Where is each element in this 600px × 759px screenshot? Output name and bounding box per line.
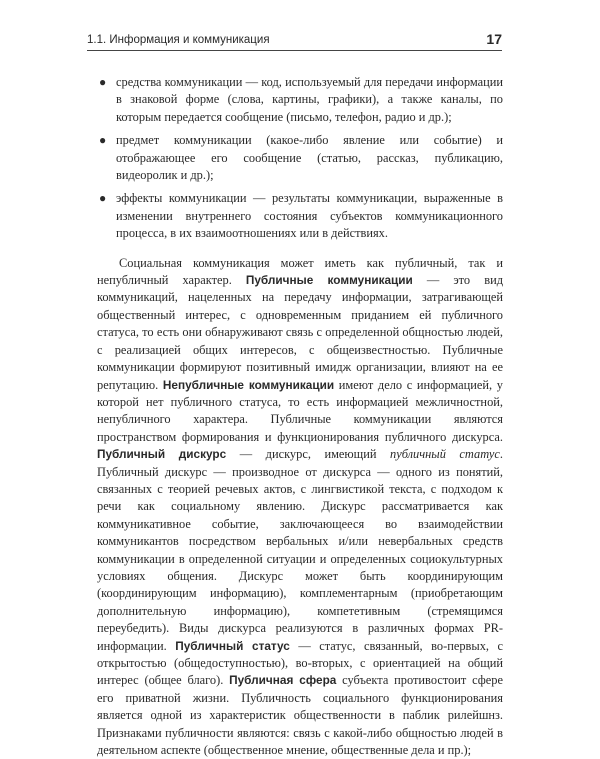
text-segment: — дискурс, имеющий [226, 447, 391, 462]
bullet-icon: ● [99, 133, 107, 148]
text-segment: . Публичный дискурс — производное от дискурса — одного из понятий, связанных с теорией речевых актов, с лингвистикой текста, с подходом к речи как социальному явлению. Дискурс рассматривается как коммуникативное событие, заключающееся во взаимодействии коммуникантов посредством вербальных и/или невербальных средств коммуникации в определенной ситуации и определенных социокультурных условиях общения. Дискурс может быть координирующим (координирующим информацию), комплементарным (приобретающим дополнительную информацию), компететивным (стремящимся переубедить). Виды дискурса реализуются в различных формах PR-информации. [97, 447, 503, 653]
page-number: 17 [486, 31, 502, 47]
text-segment: — это вид коммуникаций, нацеленных на передачу информации, затрагивающей общественный интерес, с одновременным приданием ей публичного статуса, то есть они обнаруживают связь с определенной общностью людей, с реализацией общих интересов, с общеизвестностью. Публичные коммуникации формируют позитивный имидж организации, влияют на ее репутацию. [97, 273, 503, 392]
term-public-sphere: Публичная сфера [229, 673, 337, 688]
running-title: 1.1. Информация и коммуникация [87, 34, 270, 46]
paragraph [97, 255, 503, 759]
bullet-list [97, 74, 503, 243]
bullet-icon: ● [99, 75, 107, 89]
body-text [97, 74, 503, 759]
bullet-icon: ● [99, 191, 107, 206]
text-segment: — статус, связанный, во-первых, с открытостью (общедоступностью), во-вторых, с ориентацией на общий интерес (общее благо). [97, 638, 503, 688]
text-segment: имеют дело с информацией, у которой нет публичного статуса, то есть информацией межличностной, непубличного характера. Публичные коммуникации являются пространством формирования и функционирования публичного дискурса. [97, 377, 503, 444]
list-item-text: предмет коммуникации (какое-либо явление или событие) и отображающее его сообщение (статью, рассказ, публикацию, видеоролик и др.); [116, 133, 503, 183]
list-item-text: средства коммуникации — код, используемый для передачи информации в знаковой форме (слова, картины, графики), а также каналы, по которым передается сообщение (письмо, телефон, радио и др.); [116, 75, 503, 124]
emphasis-public-status: публичный статус [390, 447, 500, 462]
running-header [87, 28, 502, 51]
term-public-status: Публичный статус [175, 638, 290, 653]
list-item [97, 190, 503, 242]
list-item [97, 74, 503, 126]
term-nonpublic-communications: Непубличные коммуникации [162, 377, 335, 392]
term-public-discourse: Публичный дискурс [97, 447, 227, 462]
term-public-communications: Публичные коммуникации [245, 273, 413, 288]
list-item [97, 132, 503, 184]
text-segment: Социальная коммуникация может иметь как публичный, так и непубличный характер. [97, 255, 503, 288]
text-segment: субъекта противостоит сфере его приватной жизни. Публичность социального функционирования является одной из характеристик общественности в паблик рилейшнз. Признаками публичности являются: связь с какой-либо общностью людей в деятельном аспекте (общественное мнение, общественные дела и пр.); [97, 673, 503, 758]
list-item-text: эффекты коммуникации — результаты коммуникации, выраженные в изменении внутреннего состояния субъектов коммуникационного процесса, в их взаимоотношениях или в действиях. [116, 191, 503, 241]
